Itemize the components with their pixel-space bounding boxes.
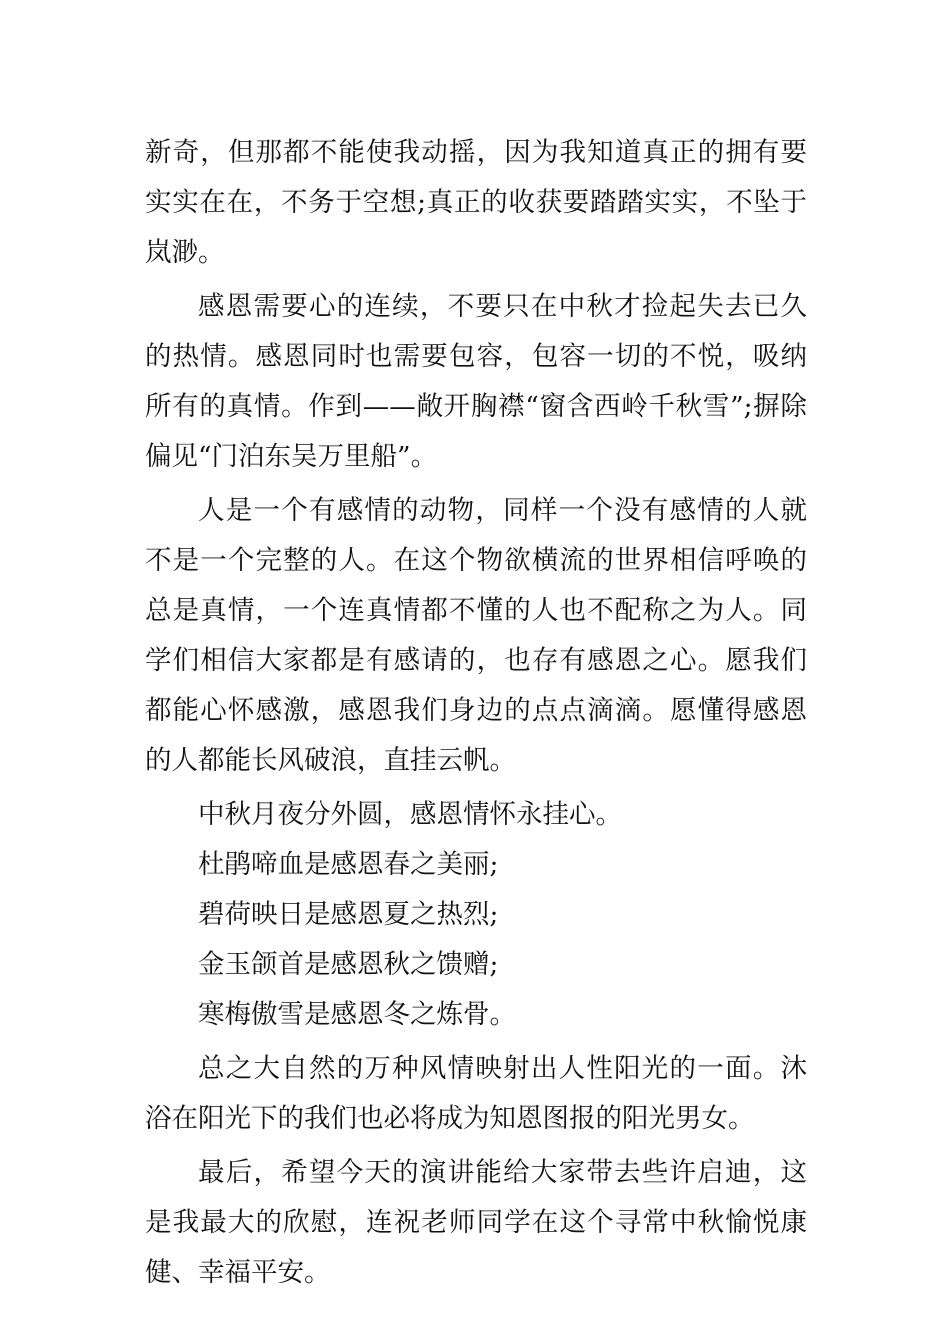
document-page xyxy=(145,128,807,1302)
verse-line: 寒梅傲雪是感恩冬之炼骨。 xyxy=(198,999,516,1030)
verse-line: 碧荷映日是感恩夏之热烈; xyxy=(198,899,499,930)
paragraph-continuation: 新奇，但那都不能使我动摇，因为我知道真正的拥有要实实在在，不务于空想;真正的收获要踏踏实实，不坠于岚渺。 xyxy=(145,137,807,268)
paragraph-human-emotion: 人是一个有感情的动物，同样一个没有感情的人就不是一个完整的人。在这个物欲横流的世界相信呼唤的总是真情，一个连真情都不懂的人也不配称之为人。同学们相信大家都是有感请的，也存有感恩之心。愿我们都能心怀感激，感恩我们身边的点点滴滴。愿懂得感恩的人都能长风破浪，直挂云帆。 xyxy=(145,495,807,776)
verse-line: 中秋月夜分外圆，感恩情怀永挂心。 xyxy=(198,799,622,830)
paragraph-gratitude-continuity: 感恩需要心的连续，不要只在中秋才捡起失去已久的热情。感恩同时也需要包容，包容一切的不悦，吸纳所有的真情。作到——敞开胸襟“窗含西岭千秋雪”;摒除偏见“门泊东吴万里船”。 xyxy=(145,291,807,472)
verse-line: 金玉颌首是感恩秋之馈赠; xyxy=(198,949,499,980)
paragraph-closing-wishes: 最后，希望今天的演讲能给大家带去些许启迪，这是我最大的欣慰，连祝老师同学在这个寻常中秋愉悦康健、幸福平安。 xyxy=(145,1157,807,1288)
paragraph-nature-summary: 总之大自然的万种风情映射出人性阳光的一面。沐浴在阳光下的我们也必将成为知恩图报的阳光男女。 xyxy=(145,1053,807,1134)
verse-line: 杜鹃啼血是感恩春之美丽; xyxy=(198,849,499,880)
